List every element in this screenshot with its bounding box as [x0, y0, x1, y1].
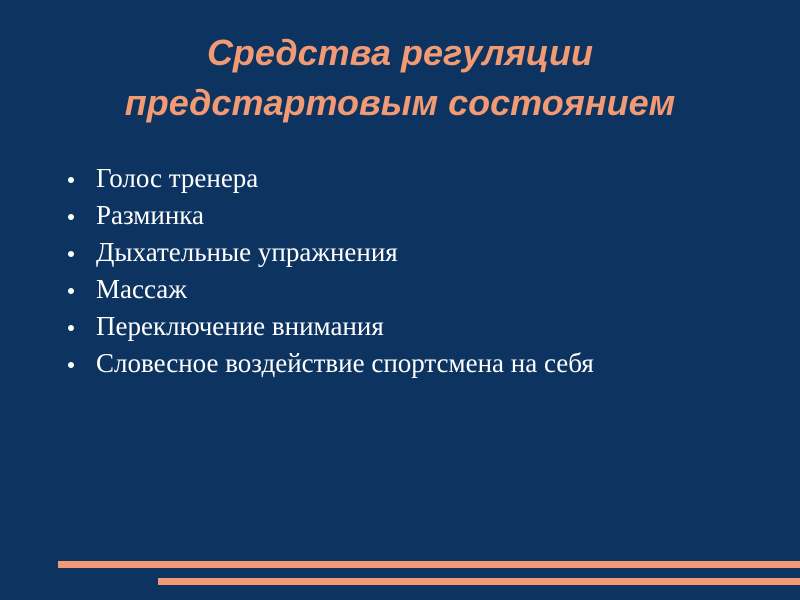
bullet-dot-icon [68, 325, 74, 331]
decorative-stripe-bottom [158, 578, 800, 585]
bullet-dot-icon [68, 251, 74, 257]
bullet-dot-icon [68, 288, 74, 294]
bullet-dot-icon [68, 214, 74, 220]
list-item [58, 160, 594, 197]
bullet-dot-icon [68, 362, 74, 368]
list-item-text: Массаж [96, 274, 187, 304]
list-item [58, 271, 594, 308]
list-item [58, 234, 594, 271]
list-item-text: Словесное воздействие спортсмена на себя [96, 348, 594, 378]
list-item [58, 197, 594, 234]
list-item-text: Голос тренера [96, 163, 259, 193]
list-item [58, 308, 594, 345]
list-item [58, 345, 594, 382]
bullet-list [58, 160, 594, 382]
slide-title-line-2: предстартовым состоянием [124, 82, 676, 123]
list-item-text: Дыхательные упражнения [96, 237, 398, 267]
bullet-dot-icon [68, 177, 74, 183]
slide-title [40, 28, 760, 128]
list-item-text: Переключение внимания [96, 311, 384, 341]
slide-title-line-1: Средства регуляции [206, 32, 594, 73]
decorative-stripe-top [58, 561, 800, 568]
list-item-text: Разминка [96, 200, 204, 230]
